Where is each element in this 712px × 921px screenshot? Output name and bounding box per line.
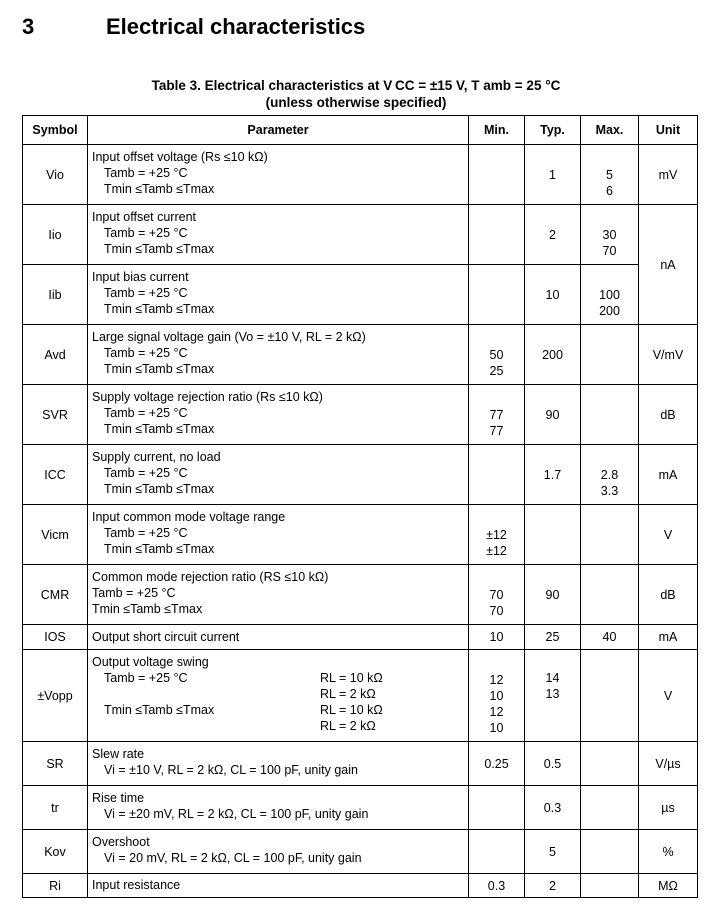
table-row	[23, 786, 698, 830]
condition: Tamb = +25 °C	[104, 226, 188, 240]
condition: Vi = ±20 mV, RL = 2 kΩ, CL = 100 pF, unity gain	[104, 807, 369, 821]
condition: Tamb = +25 °C	[104, 346, 188, 360]
unit-cell: dB	[639, 385, 698, 445]
unit-cell	[639, 565, 698, 625]
parameter-title: Input common mode voltage range	[92, 510, 286, 524]
max-value: 5	[606, 167, 613, 182]
condition-line	[92, 686, 464, 702]
symbol-cell: Ri	[23, 874, 88, 898]
parameter-cell	[88, 874, 469, 898]
typ-cell: 0.3	[525, 786, 581, 830]
parameter-title: Supply current, no load	[92, 450, 221, 464]
min-value: 70	[489, 587, 504, 602]
min-cell	[469, 786, 525, 830]
header-max: Max.	[581, 116, 639, 145]
max-cell	[581, 830, 639, 874]
typ-cell	[525, 565, 581, 625]
condition: Tmin ≤Tamb ≤Tmax	[104, 362, 215, 376]
typ-cell: 0.5	[525, 742, 581, 786]
typ-cell: 2	[525, 205, 581, 265]
min-cell: 0.3	[469, 874, 525, 898]
min-cell: 0.25	[469, 742, 525, 786]
condition-line	[92, 702, 464, 718]
parameter-title: Supply voltage rejection ratio (Rs ≤10 kΩ)	[92, 390, 323, 404]
symbol-cell: ICC	[23, 445, 88, 505]
load-condition: RL = 10 kΩ	[320, 671, 383, 685]
unit-cell: V/mV	[639, 325, 698, 385]
table-row	[23, 445, 698, 505]
symbol-cell: tr	[23, 786, 88, 830]
min-value: 25	[489, 363, 504, 378]
load-condition: RL = 10 kΩ	[320, 703, 383, 717]
parameter-title: Input bias current	[92, 270, 189, 284]
parameter-cell	[88, 505, 469, 565]
max-cell	[581, 445, 639, 505]
header-typ: Typ.	[525, 116, 581, 145]
typ-cell: 1.7	[525, 445, 581, 505]
unit-cell: %	[639, 830, 698, 874]
typ-cell: 5	[525, 830, 581, 874]
parameter-title: Common mode rejection ratio (RS ≤10 kΩ)	[92, 570, 329, 584]
condition: Tamb = +25 °C	[104, 406, 188, 420]
max-cell	[581, 145, 639, 205]
parameter-cell	[88, 625, 469, 650]
caption-line-1: Table 3. Electrical characteristics at V CC = ±15 V, T amb = 25 °C	[151, 78, 561, 93]
min-value: 70	[489, 603, 504, 618]
max-cell	[581, 565, 639, 625]
condition: Tamb = +25 °C	[92, 586, 176, 600]
parameter-cell	[88, 145, 469, 205]
parameter-title: Input offset voltage (Rs ≤10 kΩ)	[92, 150, 268, 164]
max-value: 70	[602, 243, 617, 258]
min-cell	[469, 565, 525, 625]
max-value: 100	[599, 287, 620, 302]
parameter-cell	[88, 265, 469, 325]
symbol-cell: Iib	[23, 265, 88, 325]
condition: Tamb = +25 °C	[104, 166, 188, 180]
symbol-cell: Vio	[23, 145, 88, 205]
header-parameter: Parameter	[88, 116, 469, 145]
max-value: 3.3	[600, 483, 619, 498]
electrical-characteristics-table	[22, 115, 698, 898]
unit-cell: µs	[639, 786, 698, 830]
condition: Tmin ≤Tamb ≤Tmax	[92, 602, 203, 616]
parameter-cell	[88, 830, 469, 874]
condition: Tmin ≤Tamb ≤Tmax	[104, 703, 215, 717]
section-number: 3	[22, 14, 35, 39]
condition-line	[92, 670, 464, 686]
header-row	[23, 116, 698, 145]
condition: Tmin ≤Tamb ≤Tmax	[104, 182, 215, 196]
min-cell	[469, 505, 525, 565]
max-cell	[581, 505, 639, 565]
symbol-cell: SR	[23, 742, 88, 786]
unit-cell: MΩ	[639, 874, 698, 898]
typ-cell: 2	[525, 874, 581, 898]
typ-cell: 200	[525, 325, 581, 385]
min-value: 77	[489, 423, 504, 438]
symbol-cell: SVR	[23, 385, 88, 445]
parameter-title: Slew rate	[92, 747, 145, 761]
parameter-title: Output voltage swing	[92, 655, 209, 669]
typ-cell	[525, 650, 581, 742]
parameter-cell	[88, 325, 469, 385]
min-cell	[469, 265, 525, 325]
min-value: 12	[489, 704, 504, 719]
min-value: 10	[489, 688, 504, 703]
load-condition: RL = 2 kΩ	[320, 687, 376, 701]
unit-cell: mA	[639, 625, 698, 650]
header-symbol: Symbol	[23, 116, 88, 145]
parameter-title: Rise time	[92, 791, 145, 805]
table-row	[23, 650, 698, 742]
parameter-cell	[88, 742, 469, 786]
symbol-cell: Iio	[23, 205, 88, 265]
header-unit: Unit	[639, 116, 698, 145]
condition: Tamb = +25 °C	[104, 671, 188, 685]
table-caption	[0, 77, 712, 111]
parameter-cell	[88, 205, 469, 265]
parameter-cell	[88, 385, 469, 445]
max-cell: 40	[581, 625, 639, 650]
typ-cell: 25	[525, 625, 581, 650]
max-cell	[581, 742, 639, 786]
min-value: ±12	[486, 527, 507, 542]
max-value: 200	[599, 303, 620, 318]
table-row	[23, 505, 698, 565]
table-row	[23, 145, 698, 205]
typ-cell: 10	[525, 265, 581, 325]
symbol-cell: IOS	[23, 625, 88, 650]
condition: Tmin ≤Tamb ≤Tmax	[104, 542, 215, 556]
min-cell	[469, 205, 525, 265]
table-row	[23, 205, 698, 265]
parameter-title: Input resistance	[92, 878, 181, 892]
caption-line-2: (unless otherwise specified)	[265, 95, 447, 110]
max-value: 6	[606, 183, 613, 198]
parameter-title: Large signal voltage gain (Vo = ±10 V, RL = 2 kΩ)	[92, 330, 366, 344]
typ-value: 14	[545, 671, 560, 685]
typ-cell: 90	[525, 385, 581, 445]
parameter-cell	[88, 650, 469, 742]
table-row	[23, 325, 698, 385]
min-cell	[469, 145, 525, 205]
max-cell	[581, 265, 639, 325]
table-row	[23, 625, 698, 650]
condition: Tmin ≤Tamb ≤Tmax	[104, 482, 215, 496]
table-row	[23, 874, 698, 898]
max-cell	[581, 650, 639, 742]
min-value: 50	[489, 347, 504, 362]
max-value: 2.8	[600, 467, 619, 482]
unit-cell: V	[639, 505, 698, 565]
parameter-cell	[88, 565, 469, 625]
typ-value: 13	[545, 687, 560, 701]
typ-value: 90	[545, 587, 560, 602]
typ-cell	[525, 505, 581, 565]
table-row	[23, 742, 698, 786]
condition-line	[92, 718, 464, 734]
parameter-cell	[88, 786, 469, 830]
condition: Tmin ≤Tamb ≤Tmax	[104, 422, 215, 436]
min-cell	[469, 325, 525, 385]
max-cell	[581, 874, 639, 898]
condition: Tmin ≤Tamb ≤Tmax	[104, 242, 215, 256]
min-value: ±12	[486, 543, 507, 558]
condition: Tamb = +25 °C	[104, 286, 188, 300]
unit-cell: V/µs	[639, 742, 698, 786]
min-cell	[469, 830, 525, 874]
min-value: 12	[489, 672, 504, 687]
unit-cell: nA	[639, 205, 698, 325]
table-row	[23, 565, 698, 625]
max-cell	[581, 325, 639, 385]
section-title: Electrical characteristics	[106, 14, 366, 39]
unit-value: dB	[660, 587, 676, 602]
condition: Vi = ±10 V, RL = 2 kΩ, CL = 100 pF, unity gain	[104, 763, 358, 777]
typ-cell: 1	[525, 145, 581, 205]
load-condition: RL = 2 kΩ	[320, 719, 376, 733]
table-row	[23, 265, 698, 325]
table-row	[23, 830, 698, 874]
max-value: 30	[602, 227, 617, 242]
condition: Vi = 20 mV, RL = 2 kΩ, CL = 100 pF, unity gain	[104, 851, 362, 865]
parameter-title: Overshoot	[92, 835, 150, 849]
unit-cell: mV	[639, 145, 698, 205]
table-row	[23, 385, 698, 445]
condition: Tamb = +25 °C	[104, 526, 188, 540]
min-cell: 10	[469, 625, 525, 650]
symbol-cell: Vicm	[23, 505, 88, 565]
header-min: Min.	[469, 116, 525, 145]
min-cell	[469, 650, 525, 742]
symbol-cell: Kov	[23, 830, 88, 874]
condition: Tamb = +25 °C	[104, 466, 188, 480]
parameter-cell	[88, 445, 469, 505]
max-cell	[581, 385, 639, 445]
min-value: 10	[489, 720, 504, 735]
unit-cell: mA	[639, 445, 698, 505]
unit-cell: V	[639, 650, 698, 742]
min-cell	[469, 385, 525, 445]
symbol-cell: CMR	[23, 565, 88, 625]
symbol-cell: ±Vopp	[23, 650, 88, 742]
min-cell	[469, 445, 525, 505]
symbol-cell: Avd	[23, 325, 88, 385]
min-value: 77	[489, 407, 504, 422]
parameter-title: Input offset current	[92, 210, 196, 224]
max-cell	[581, 786, 639, 830]
condition: Tmin ≤Tamb ≤Tmax	[104, 302, 215, 316]
max-cell	[581, 205, 639, 265]
parameter-title: Output short circuit current	[92, 630, 240, 644]
